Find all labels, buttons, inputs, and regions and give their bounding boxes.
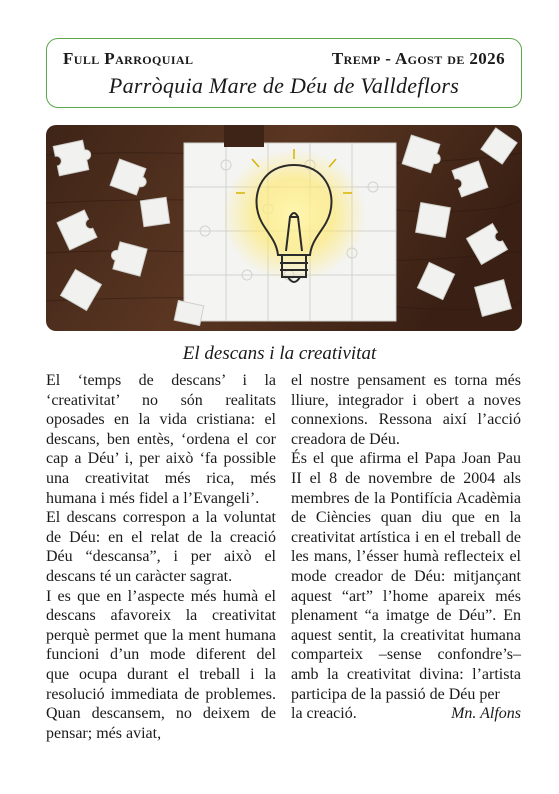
article-column-right [291,371,521,724]
article-column-left [46,371,276,743]
parish-name: Parròquia Mare de Déu de Valldeflors [108,73,460,98]
closing-line [291,704,521,724]
header-photo [46,125,522,331]
publication-name: Full Parroquial [63,49,194,68]
light-glow [222,149,366,281]
paragraph: I es que en l’aspecte més humà el descans afavoreix la creativitat perquè permet que la ment humana funcioni d’un mode diferent del que ocupa durant el treball i la resolució immediata de problemes. Quan descansem, no deixem de pensar; més aviat, [46,587,276,742]
masthead [46,38,522,108]
closing-text: la creació. [291,705,357,723]
paragraph: El ‘temps de descans’ i la ‘creativitat’ no són realitats oposades en la vida cristiana: el descans, ben entès, ‘ordena el cor cap a Déu’ i, per això ‘fa possible una creativitat més rica, més humana i més fidel a l’Evangeli’. [46,372,276,507]
article-title: El descans i la creativitat [182,343,377,364]
author-signature: Mn. Alfons [451,705,521,723]
issue-date: Tremp - Agost de 2026 [331,49,505,68]
paragraph: El descans correspon a la voluntat de Déu: en el relat de la creació Déu “descansa”, i per això el descans té un caràcter sagrat. [46,509,276,585]
paragraph: És el que afirma el Papa Joan Pau II el 8 de novembre de 2004 als membres de la Pontifícia Acadèmia de Ciències quan diu que en la creativitat artística i en el treball de les mans, l’ésser humà reflecteix el mode creador de Déu: mitjançant aquest “art” l’home apareix més plenament “a imatge de Déu”. En aquest sentit, la creativitat humana comparteix –sense confondre’s– amb la creativitat divina: l’artista participa de la passió de Déu per [291,450,521,703]
masthead-row [63,49,505,69]
paragraph: el nostre pensament es torna més lliure, integrador i obert a noves connexions. Ressona així l’acció creadora de Déu. [291,372,521,448]
puzzle-lightbulb-illustration [46,125,522,331]
